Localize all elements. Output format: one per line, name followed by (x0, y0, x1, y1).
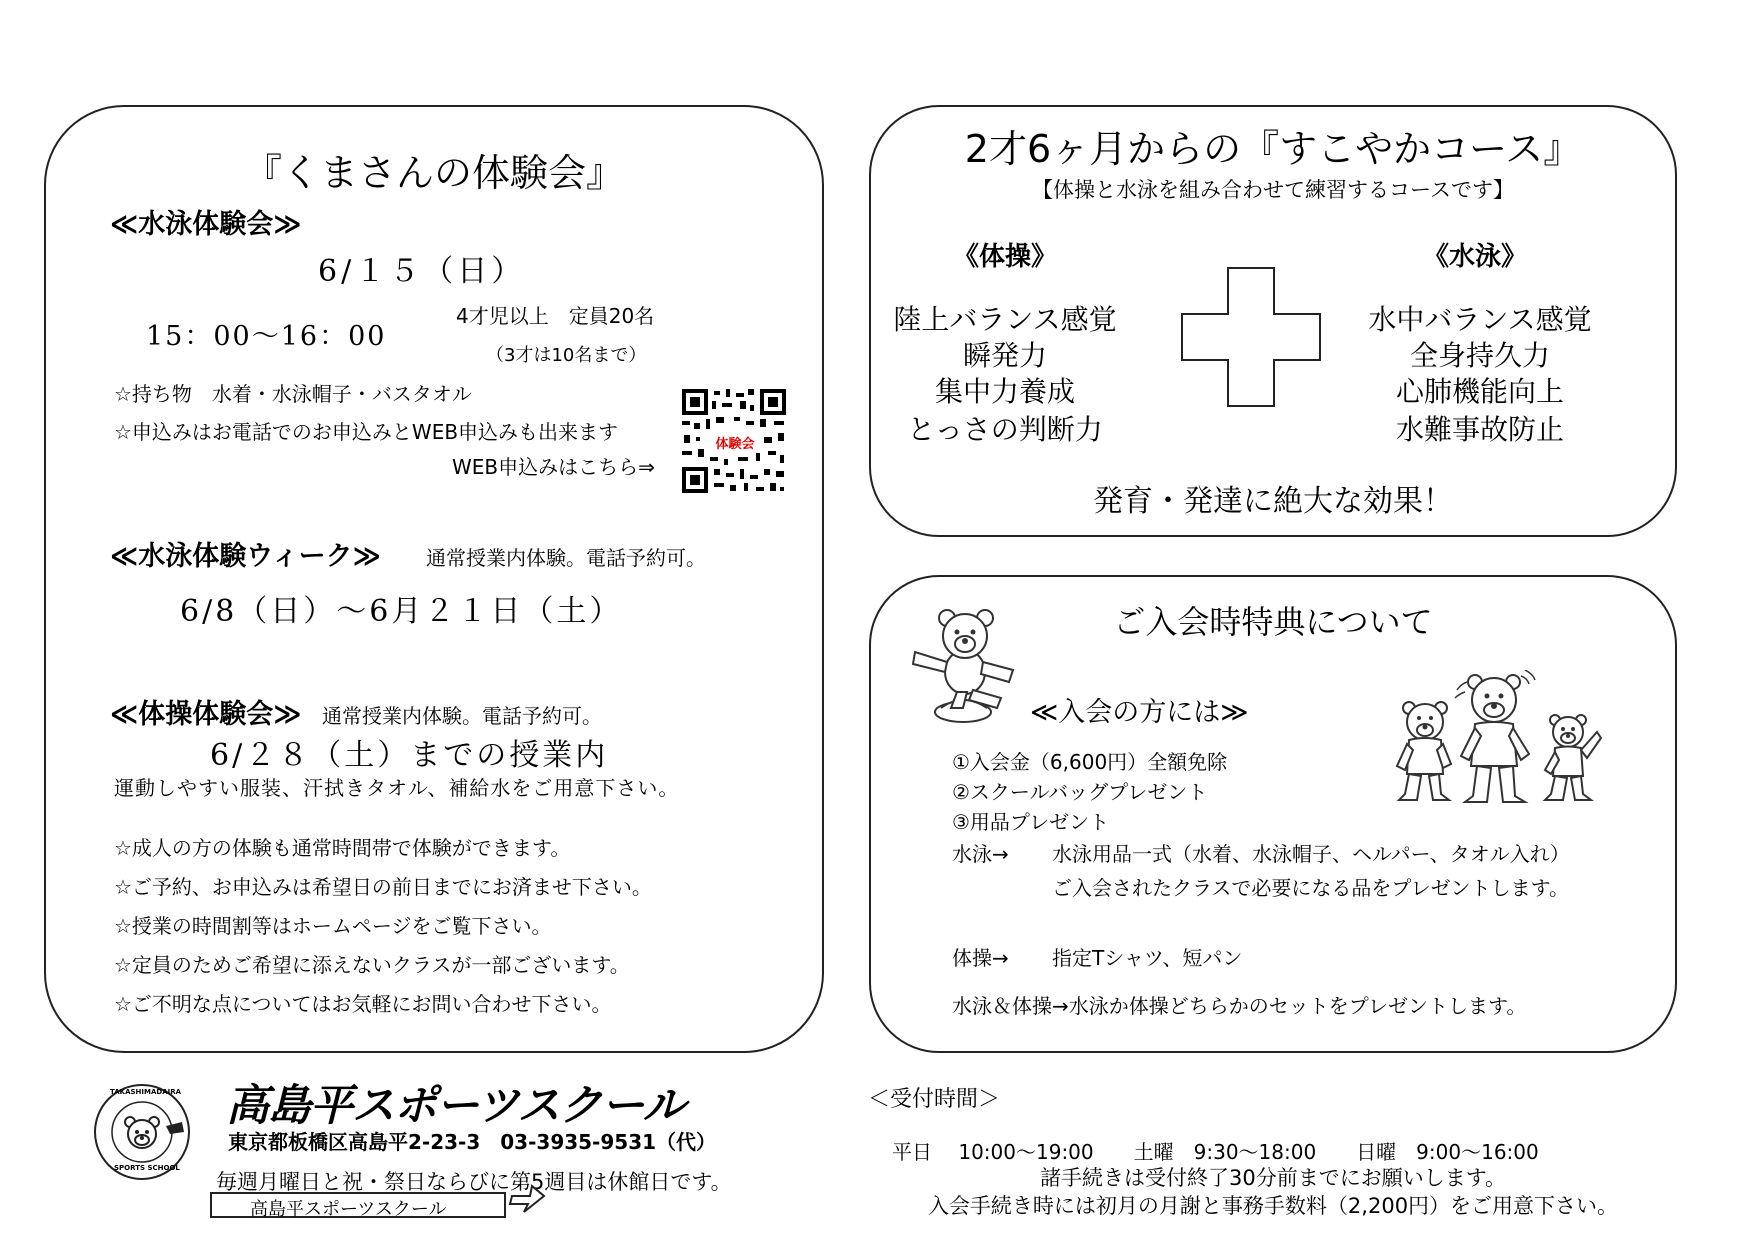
swim-week-dates: 6/8（日）～6月２１日（土） (180, 594, 623, 629)
gym-trial-heading: ≪体操体験会≫ (110, 699, 302, 730)
both-benefit-text: 水泳＆体操→水泳か体操どちらかのセットをプレゼントします。 (952, 994, 1527, 1018)
qr-label: 体験会 (715, 437, 755, 452)
logo-seal-top: TAKASHIMADAIRA (110, 1088, 182, 1096)
notice-5: ☆ご不明な点についてはお気軽にお問い合わせ下さい。 (114, 992, 612, 1016)
swim-item-3: 心肺機能向上 (1395, 375, 1564, 408)
swim-trial-heading: ≪水泳体験会≫ (110, 209, 302, 240)
swim-trial-note: （3才は10名まで） (486, 345, 647, 366)
notice-1: ☆成人の方の体験も通常時間帯で体験ができます。 (114, 836, 571, 860)
benefit-2: ②スクールバッグプレゼント (952, 780, 1208, 804)
notice-2: ☆ご予約、お申込みは希望日の前日までにお済ませ下さい。 (114, 875, 652, 899)
gym-trial-note: 通常授業内体験。電話予約可。 (322, 704, 602, 728)
gym-item-3: 集中力養成 (934, 375, 1075, 408)
web-apply-label: WEB申込みはこちら⇒ (452, 455, 655, 479)
swim-benefit-text-2: ご入会されたクラスで必要になる品をプレゼントします。 (1052, 876, 1569, 900)
swim-trial-items: ☆持ち物 水着・水泳帽子・バスタオル (114, 382, 472, 406)
gym-item-4: とっさの判断力 (907, 413, 1103, 446)
swim-trial-apply: ☆申込みはお電話でのお申込みとWEB申込みも出来ます (114, 420, 619, 444)
benefits-subtitle: ≪入会の方には≫ (1030, 697, 1249, 728)
course-subtitle: 【体操と水泳を組み合わせて練習するコースです】 (1032, 178, 1514, 202)
plus-icon (1180, 266, 1322, 408)
swim-trial-eligibility: 4才児以上 定員20名 (456, 304, 655, 328)
reception-heading: ＜受付時間＞ (868, 1087, 1001, 1112)
benefit-3: ③用品プレゼント (952, 810, 1110, 834)
swim-item-2: 全身持久力 (1409, 339, 1550, 372)
swim-week-heading: ≪水泳体験ウィーク≫ (110, 541, 381, 572)
bears-group-icon (1395, 670, 1605, 810)
benefits-title: ご入会時特典について (1113, 603, 1433, 641)
search-box[interactable] (210, 1192, 506, 1218)
swim-trial-date: 6/１５（日） (318, 254, 526, 289)
swim-week-note: 通常授業内体験。電話予約可。 (426, 546, 706, 570)
pointer-arrow-icon (506, 1182, 546, 1216)
gym-trial-bring: 運動しやすい服装、汗拭きタオル、補給水をご用意下さい。 (114, 776, 680, 800)
gym-benefit-label: 体操→ (952, 946, 1009, 970)
trial-title: 『くまさんの体験会』 (243, 151, 624, 195)
swim-benefit-label: 水泳→ (952, 842, 1009, 866)
gym-benefit-text: 指定Tシャツ、短パン (1052, 946, 1243, 970)
swim-benefit-text-1: 水泳用品一式（水着、水泳帽子、ヘルパー、タオル入れ） (1052, 842, 1570, 866)
course-title: 2才6ヶ月からの『すこやかコース』 (964, 127, 1582, 171)
swim-trial-time: 15：00～16：00 (146, 321, 387, 352)
gym-item-1: 陸上バランス感覚 (893, 303, 1117, 336)
gym-heading: 《体操》 (952, 242, 1057, 272)
swim-item-4: 水難事故防止 (1395, 413, 1564, 446)
swim-heading: 《水泳》 (1422, 242, 1527, 272)
notice-3: ☆授業の時間割等はホームページをご覧下さい。 (114, 914, 552, 938)
reception-hours: 平日 10:00～19:00 土曜 9:30～18:00 日曜 9:00～16:00 (892, 1140, 1539, 1164)
bear-icon (905, 600, 1025, 725)
logo-seal-bottom: SPORTS SCHOOL (114, 1164, 180, 1172)
benefit-1: ①入会金（6,600円）全額免除 (952, 750, 1228, 774)
gym-trial-dates: 6/２８（土）までの授業内 (210, 738, 609, 773)
closed-days: 毎週月曜日と祝・祭日ならびに第5週目は休館日です。 (216, 1170, 732, 1194)
gym-item-2: 瞬発力 (962, 339, 1047, 372)
school-address: 東京都板橋区高島平2-23-3 03-3935-9531（代） (228, 1130, 717, 1154)
reception-note-2: 入会手続き時には初月の月謝と事務手数料（2,200円）をご用意下さい。 (927, 1194, 1619, 1218)
school-name: 高島平スポーツスクール (226, 1081, 685, 1131)
qr-code[interactable] (680, 387, 788, 495)
search-text: 高島平スポーツスクール (250, 1199, 447, 1220)
swim-item-1: 水中バランス感覚 (1368, 303, 1592, 336)
notice-4: ☆定員のためご希望に添えないクラスが一部ございます。 (114, 953, 630, 977)
course-effect: 発育・発達に絶大な効果！ (1093, 484, 1453, 519)
reception-note-1: 諸手続きは受付終了30分前までにお願いします。 (1039, 1166, 1507, 1190)
